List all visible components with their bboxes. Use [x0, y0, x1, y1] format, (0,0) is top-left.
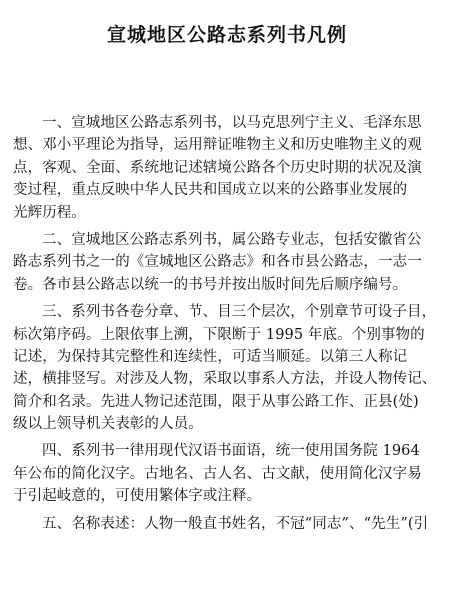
- text-line: 二、宣城地区公路志系列书，属公路专业志，包括安徽省公: [42, 231, 422, 248]
- text-line: 点，客观、全面、系统地记述辖境公路各个历史时期的状况及演: [13, 159, 422, 176]
- text-line: 路志系列书之一的《宣城地区公路志》和各市县公路志，一志一: [13, 254, 422, 271]
- text-line: 记述，为保持其完整性和连续性，可适当顺延。以第三人称记: [13, 348, 408, 365]
- text-line: 级以上领导机关表彰的人员。: [13, 416, 203, 433]
- text-line: 想、邓小平理论为指导，运用辩证唯物主义和历史唯物主义的观: [13, 137, 422, 154]
- text-line: 年公布的简化汉字。古地名、古人名、古文献，使用简化汉字易: [13, 465, 422, 482]
- text-line: 简介和名录。先进人物记述范围，限于从事公路工作、正县(处): [13, 393, 419, 410]
- text-line: 于引起岐意的，可使用繁体字或注释。: [13, 488, 262, 505]
- text-line: 光辉历程。: [13, 204, 86, 221]
- text-line: 五、名称表述：人物一般直书姓名，不冠“同志”、“先生”(引: [42, 515, 429, 532]
- document-body: [13, 112, 443, 535]
- text-line: 卷。各市县公路志以统一的书号并按出版时间先后顺序编号。: [13, 276, 408, 293]
- text-line: 一、宣城地区公路志系列书，以马克思列宁主义、毛泽东思: [42, 115, 422, 131]
- text-line: 标次第序码。上限依事上溯，下限断于 1995 年底。个别事物的: [13, 326, 425, 343]
- text-line: 述，横排竖写。对涉及人物，采取以事系人方法，并设人物传记、: [13, 371, 437, 388]
- text-line: 三、系列书各卷分章、节、目三个层次，个别章节可设子目，: [42, 304, 437, 321]
- text-line: 变过程，重点反映中华人民共和国成立以来的公路事业发展的: [13, 182, 408, 199]
- text-line: 四、系列书一律用现代汉语书面语，统一使用国务院 1964: [42, 443, 420, 460]
- page-title: 宣城地区公路志系列书凡例: [106, 24, 347, 46]
